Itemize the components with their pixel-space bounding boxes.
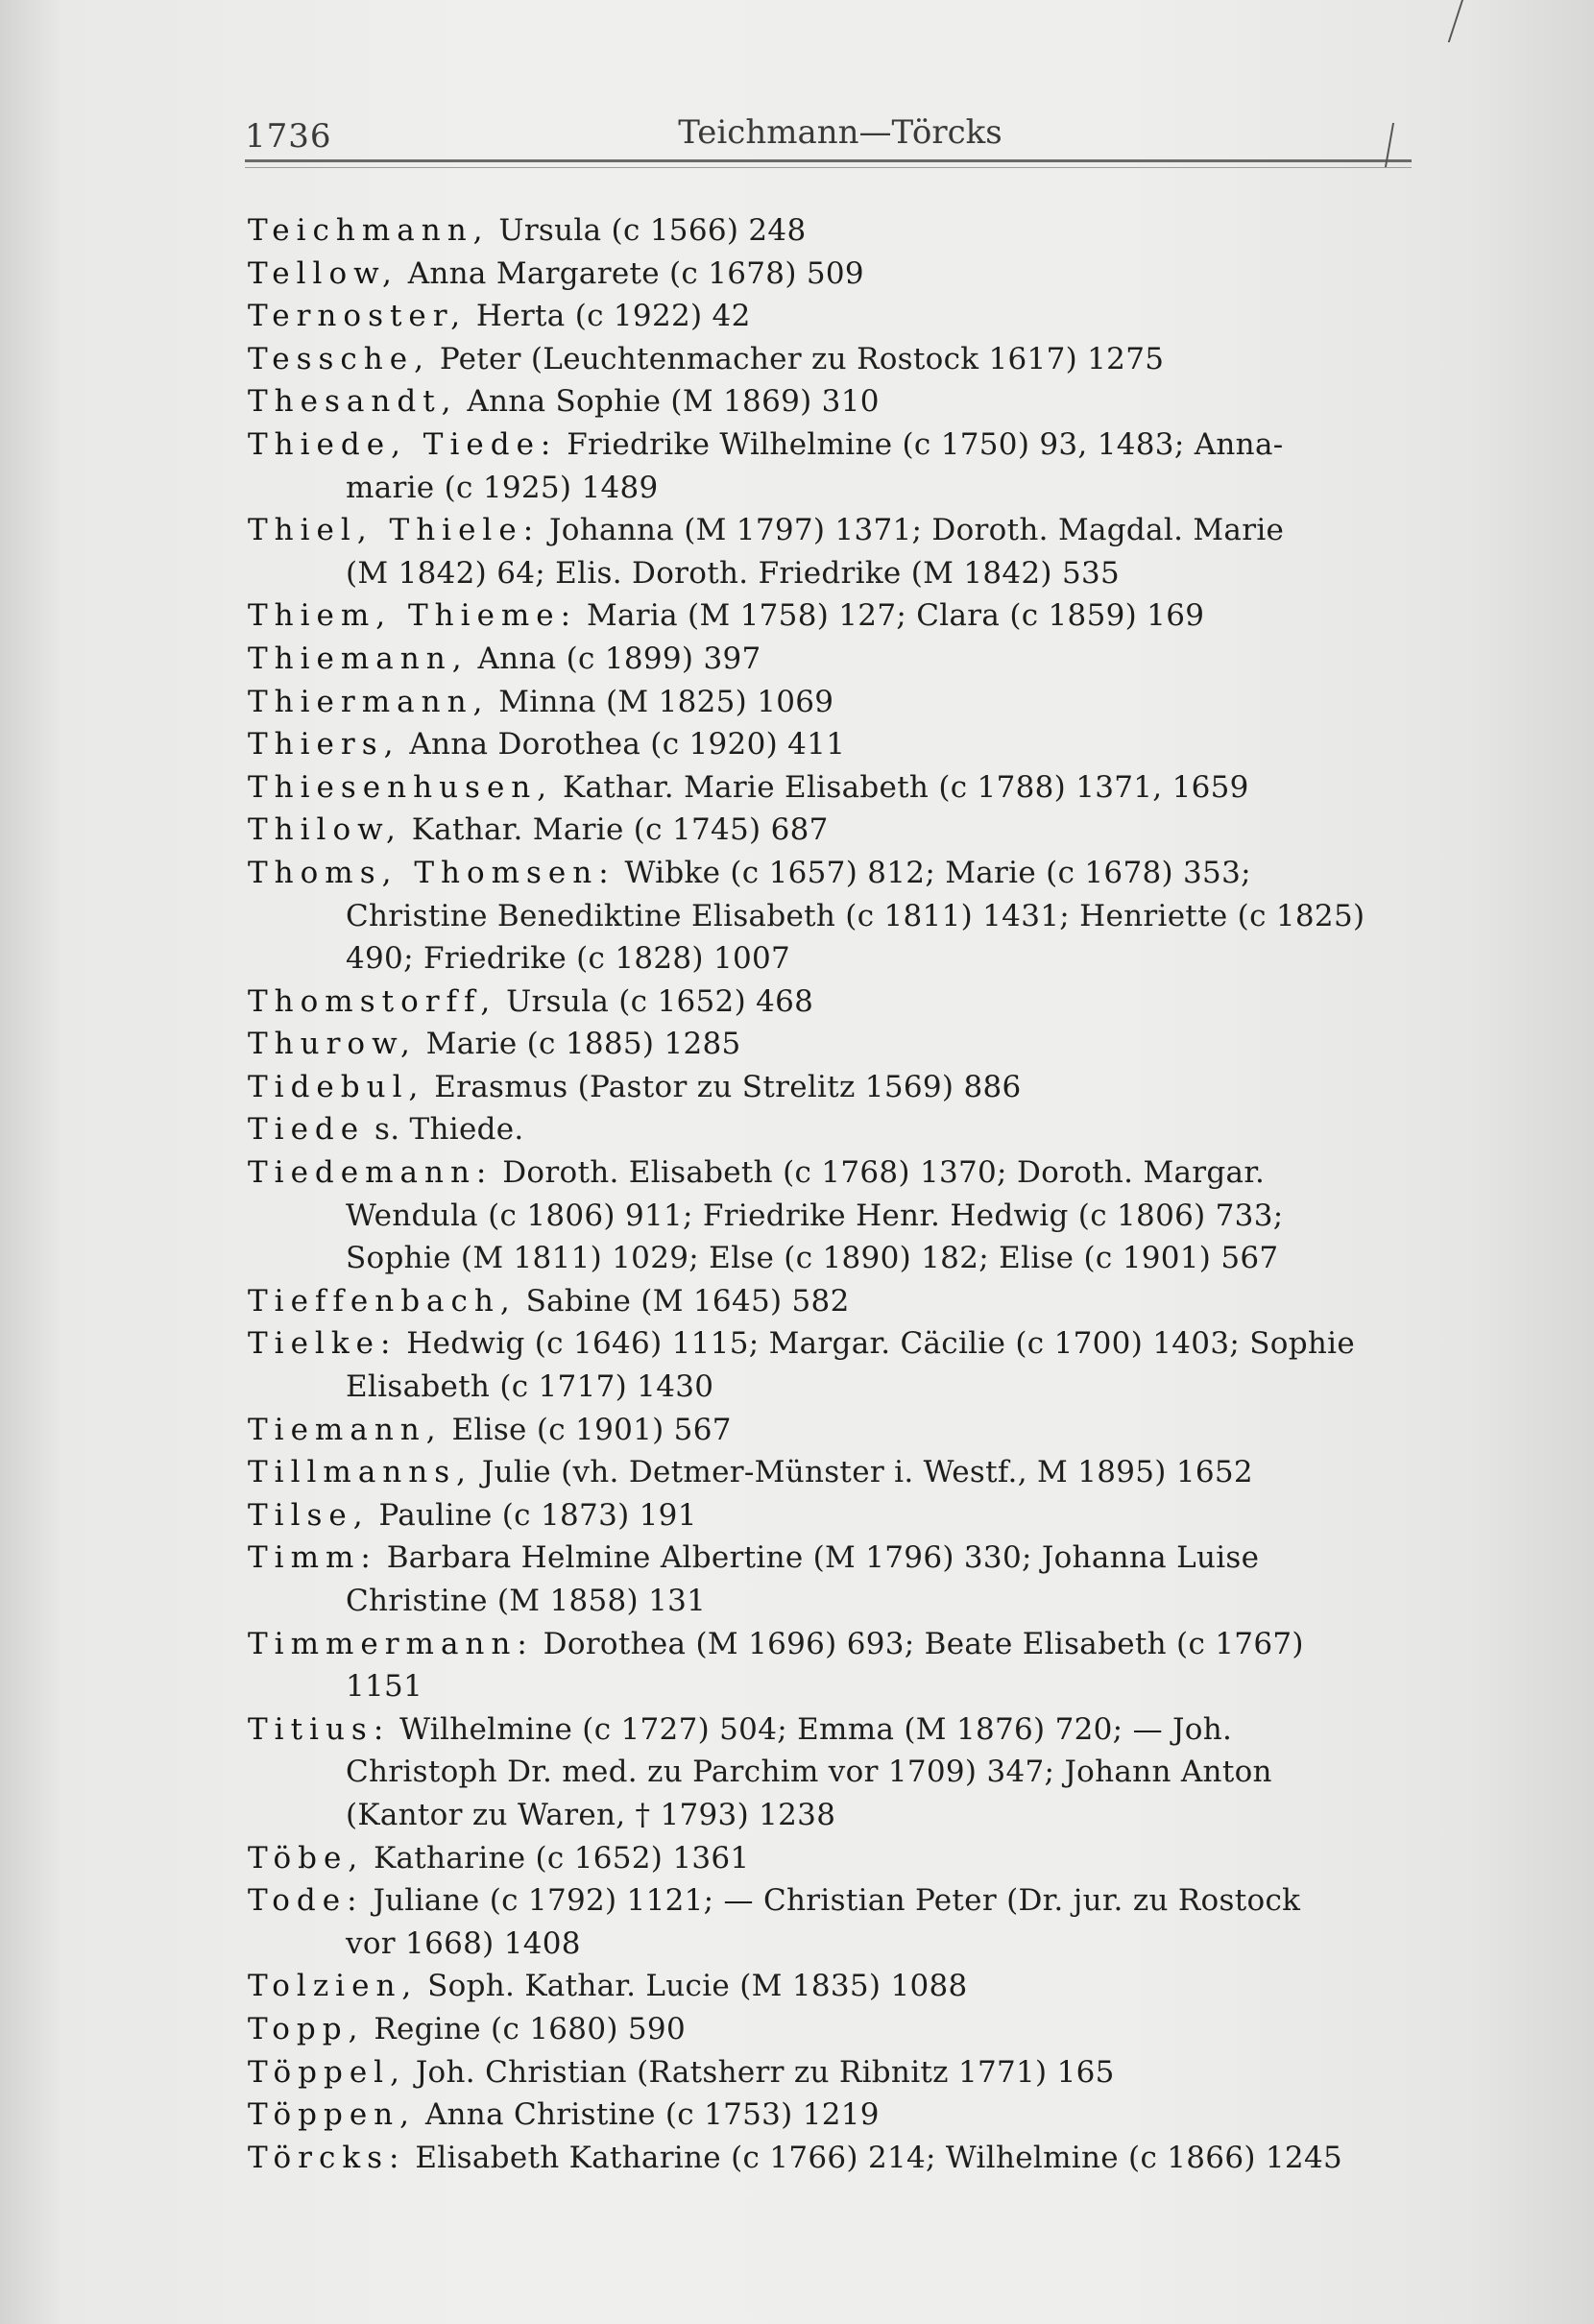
entry-text: Soph. Kathar. Lucie (M 1835) 1088	[427, 1969, 968, 2004]
entry-continuation: (Kantor zu Waren, † 1793) 1238	[346, 1797, 836, 1832]
entry-text: Dorothea (M 1696) 693; Beate Elisabeth (c 1767)	[543, 1626, 1304, 1661]
index-entry	[248, 1066, 1412, 1109]
index-entries	[248, 209, 1412, 2179]
entry-text: Ursula (c 1566) 248	[498, 213, 807, 248]
index-entry	[248, 852, 1412, 980]
entry-surname: Thiel, Thiele:	[248, 513, 541, 548]
entry-continuation: 490; Friedrike (c 1828) 1007	[346, 941, 791, 977]
entry-surname: Töppen,	[248, 2097, 416, 2133]
entry-surname: Thiemann,	[248, 641, 469, 676]
header-rule	[245, 159, 1412, 162]
page-header	[245, 113, 1412, 167]
entry-text: Anna Dorothea (c 1920) 411	[409, 727, 846, 763]
entry-text: Anna (c 1899) 397	[477, 641, 761, 676]
index-entry	[248, 1108, 1412, 1151]
entry-continuation: Wendula (c 1806) 911; Friedrike Henr. Hedwig (c 1806) 733;	[346, 1198, 1284, 1233]
index-entry	[248, 1151, 1412, 1280]
index-entry	[248, 1451, 1412, 1494]
entry-text: Maria (M 1758) 127; Clara (c 1859) 169	[586, 598, 1205, 634]
index-entry	[248, 681, 1412, 724]
index-entry	[248, 424, 1412, 509]
entry-surname: Thoms, Thomsen:	[248, 855, 616, 890]
index-entry	[248, 509, 1412, 594]
entry-text: Herta (c 1922) 42	[475, 299, 751, 334]
entry-continuation: Sophie (M 1811) 1029; Else (c 1890) 182; Elise (c 1901) 567	[346, 1241, 1279, 1276]
entry-surname: Tiemann,	[248, 1412, 443, 1447]
entry-surname: Tilse,	[248, 1497, 370, 1533]
entry-surname: Ternoster,	[248, 299, 468, 334]
entry-text: Friedrike Wilhelmine (c 1750) 93, 1483; Anna-	[567, 426, 1284, 462]
index-entry	[248, 1537, 1412, 1622]
entry-text: Kathar. Marie (c 1745) 687	[411, 812, 829, 848]
entry-continuation: (M 1842) 64; Elis. Doroth. Friedrike (M 1842) 535	[346, 555, 1121, 591]
entry-text: Minna (M 1825) 1069	[498, 684, 834, 719]
entry-surname: Tolzien,	[248, 1969, 419, 2004]
entry-continuation: Christoph Dr. med. zu Parchim vor 1709) 347; Johann Anton	[346, 1755, 1272, 1790]
entry-continuation: marie (c 1925) 1489	[346, 470, 659, 505]
entry-surname: Tidebul,	[248, 1069, 425, 1104]
page-number: 1736	[245, 117, 332, 156]
entry-surname: Titius:	[248, 1711, 391, 1747]
entry-surname: Thiede, Tiede:	[248, 426, 558, 462]
index-entry	[248, 295, 1412, 338]
index-entry	[248, 1837, 1412, 1880]
entry-surname: Topp,	[248, 2011, 365, 2046]
entry-surname: Tiede	[248, 1112, 366, 1148]
entry-continuation: Christine (M 1858) 131	[346, 1584, 707, 1618]
entry-text: Ursula (c 1652) 468	[506, 983, 814, 1019]
entry-text: Juliane (c 1792) 1121; — Christian Peter (Dr. jur. zu Rostock	[373, 1883, 1301, 1919]
index-entry	[248, 1322, 1412, 1408]
entry-surname: Töppel,	[248, 2054, 406, 2090]
header-rule-thin	[245, 167, 1412, 168]
entry-surname: Tielke:	[248, 1326, 398, 1362]
entry-text: Peter (Leuchtenmacher zu Rostock 1617) 1275	[439, 341, 1165, 376]
entry-surname: Thilow,	[248, 812, 402, 848]
entry-continuation: 1151	[346, 1669, 423, 1705]
entry-surname: Tode:	[248, 1883, 364, 1919]
index-entry	[248, 1023, 1412, 1066]
entry-text: Regine (c 1680) 590	[374, 2011, 686, 2046]
page-edge-mark	[1406, 0, 1463, 42]
entry-text: Julie (vh. Detmer-Münster i. Westf., M 1895) 1652	[481, 1455, 1253, 1490]
index-entry	[248, 2008, 1412, 2051]
index-entry	[248, 209, 1412, 253]
entry-surname: Tieffenbach,	[248, 1283, 517, 1319]
entry-surname: Tillmanns,	[248, 1455, 472, 1490]
entry-text: Pauline (c 1873) 191	[378, 1497, 697, 1533]
entry-text: Joh. Christian (Ratsherr zu Ribnitz 1771) 165	[415, 2054, 1115, 2090]
entry-continuation: vor 1668) 1408	[346, 1925, 581, 1961]
entry-surname: Törcks:	[248, 2140, 406, 2175]
entry-surname: Thomstorff,	[248, 983, 497, 1019]
entry-surname: Thiermann,	[248, 684, 490, 719]
index-entry	[248, 253, 1412, 296]
entry-text: Johanna (M 1797) 1371; Doroth. Magdal. Marie	[549, 513, 1285, 548]
entry-text: Wibke (c 1657) 812; Marie (c 1678) 353;	[624, 855, 1251, 890]
entry-surname: Töbe,	[248, 1840, 365, 1876]
index-entry	[248, 1708, 1412, 1837]
index-entry	[248, 594, 1412, 638]
index-entry	[248, 338, 1412, 381]
entry-text: Kathar. Marie Elisabeth (c 1788) 1371, 1659	[563, 769, 1249, 805]
index-entry	[248, 1965, 1412, 2008]
index-entry	[248, 2094, 1412, 2137]
entry-text: Hedwig (c 1646) 1115; Margar. Cäcilie (c 1700) 1403; Sophie	[406, 1326, 1356, 1362]
index-entry	[248, 1494, 1412, 1537]
index-entry	[248, 980, 1412, 1024]
entry-surname: Thesandt,	[248, 384, 458, 420]
entry-surname: Thiem, Thieme:	[248, 598, 578, 634]
entry-surname: Tiedemann:	[248, 1155, 494, 1191]
running-title: Teichmann—Törcks	[678, 113, 1002, 152]
entry-surname: Tessche,	[248, 341, 430, 376]
entry-surname: Tellow,	[248, 255, 398, 291]
entry-text: Elisabeth Katharine (c 1766) 214; Wilhelmine (c 1866) 1245	[415, 2140, 1342, 2175]
entry-continuation: Christine Benediktine Elisabeth (c 1811) 1431; Henriette (c 1825)	[346, 898, 1365, 933]
entry-surname: Thiesenhusen,	[248, 769, 554, 805]
index-entry	[248, 2051, 1412, 2094]
entry-text: Anna Sophie (M 1869) 310	[467, 384, 880, 420]
index-entry	[248, 2137, 1412, 2180]
index-entry	[248, 1879, 1412, 1965]
entry-text: s. Thiede.	[374, 1112, 524, 1148]
index-entry	[248, 638, 1412, 681]
index-entry	[248, 766, 1412, 810]
entry-surname: Thiers,	[248, 727, 400, 763]
entry-surname: Teichmann,	[248, 213, 490, 248]
index-entry	[248, 723, 1412, 766]
entry-text: Wilhelmine (c 1727) 504; Emma (M 1876) 720; — Joh.	[399, 1711, 1233, 1747]
entry-text: Marie (c 1885) 1285	[425, 1027, 741, 1062]
entry-text: Elise (c 1901) 567	[451, 1412, 732, 1447]
index-entry	[248, 1623, 1412, 1708]
entry-text: Barbara Helmine Albertine (M 1796) 330; Johanna Luise	[386, 1540, 1260, 1576]
index-entry	[248, 809, 1412, 852]
entry-text: Sabine (M 1645) 582	[525, 1283, 850, 1319]
entry-text: Katharine (c 1652) 1361	[374, 1840, 750, 1876]
entry-surname: Thurow,	[248, 1027, 417, 1062]
index-entry	[248, 380, 1412, 424]
entry-surname: Timmermann:	[248, 1626, 534, 1661]
entry-text: Doroth. Elisabeth (c 1768) 1370; Doroth. Margar.	[502, 1155, 1266, 1191]
index-entry	[248, 1409, 1412, 1452]
entry-text: Erasmus (Pastor zu Strelitz 1569) 886	[434, 1069, 1022, 1104]
entry-continuation: Elisabeth (c 1717) 1430	[346, 1369, 714, 1405]
entry-text: Anna Christine (c 1753) 1219	[424, 2097, 880, 2133]
entry-text: Anna Margarete (c 1678) 509	[407, 255, 864, 291]
index-entry	[248, 1280, 1412, 1323]
entry-surname: Timm:	[248, 1540, 377, 1576]
